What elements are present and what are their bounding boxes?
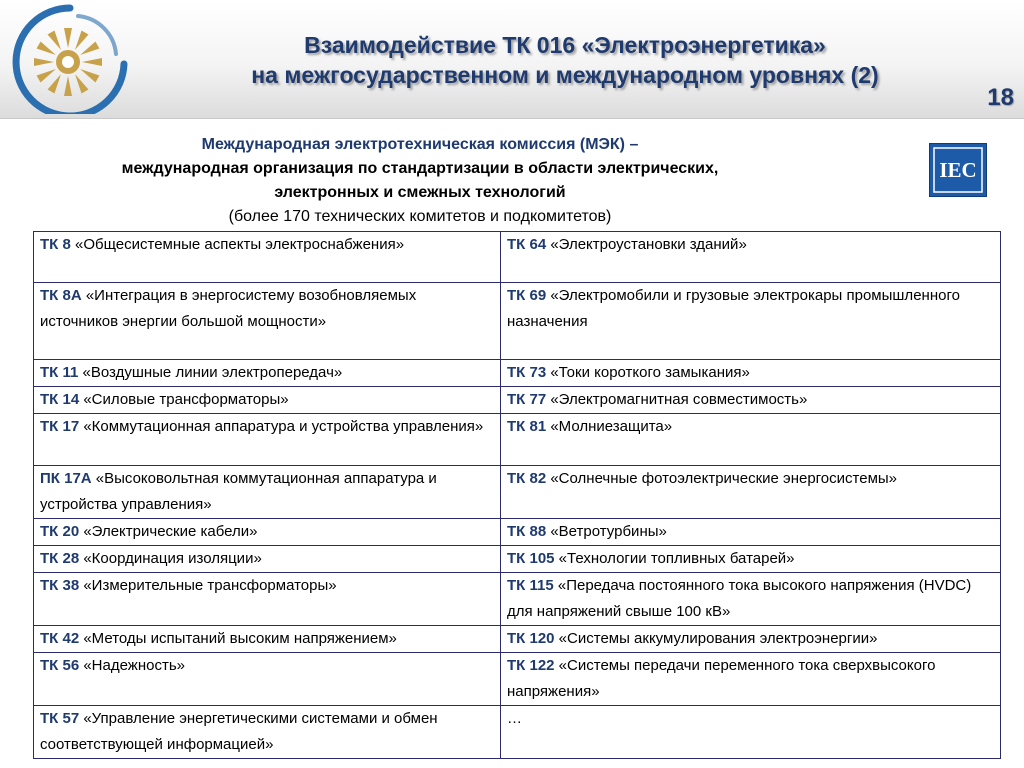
committee-name: «Управление энергетическими системами и обмен соответствующей информацией» <box>40 710 438 753</box>
committee-code: ТК 8А <box>40 287 82 304</box>
table-row <box>34 573 1001 626</box>
table-row <box>34 232 1001 283</box>
table-cell-right <box>501 387 1001 414</box>
table-cell-right <box>501 626 1001 653</box>
table-cell-right <box>501 546 1001 573</box>
table-cell-left <box>34 573 501 626</box>
table-row <box>34 466 1001 519</box>
committee-name: «Электромагнитная совместимость» <box>546 391 808 408</box>
committee-code: ТК 77 <box>507 391 547 408</box>
committee-name: «Надежность» <box>79 657 185 674</box>
committee-code: ТК 64 <box>507 236 547 253</box>
table-cell-left <box>34 360 501 387</box>
slide-title-line1: Взаимодействие ТК 016 «Электроэнергетика» <box>304 32 826 58</box>
table-cell-right <box>501 283 1001 360</box>
committee-name: «Системы аккумулирования электроэнергии» <box>554 630 878 647</box>
intro-line3: (более 170 технических комитетов и подкомитетов) <box>228 208 612 225</box>
table-cell-right <box>501 706 1001 759</box>
intro-text <box>100 133 740 229</box>
table-row <box>34 283 1001 360</box>
iec-logo <box>929 143 987 197</box>
table-cell-left <box>34 626 501 653</box>
committee-code: ТК 82 <box>507 470 547 487</box>
committee-name: «Воздушные линии электропередач» <box>78 364 343 381</box>
committee-name: … <box>507 710 522 727</box>
committee-code: ТК 81 <box>507 418 547 435</box>
committee-code: ТК 11 <box>40 364 79 381</box>
slide-title <box>150 30 980 90</box>
committee-code: ТК 42 <box>40 630 80 647</box>
table-cell-right <box>501 466 1001 519</box>
table-cell-left <box>34 519 501 546</box>
committee-name: «Высоковольтная коммутационная аппаратура и устройства управления» <box>40 470 437 513</box>
committee-code: ТК 57 <box>40 710 80 727</box>
committee-code: ТК 122 <box>507 657 555 674</box>
committee-name: «Интеграция в энергосистему возобновляемых источников энергии большой мощности» <box>40 287 417 330</box>
table-row <box>34 653 1001 706</box>
table-cell-left <box>34 232 501 283</box>
committee-name: «Методы испытаний высоким напряжением» <box>79 630 397 647</box>
committee-name: «Молниезащита» <box>546 418 673 435</box>
table-cell-left <box>34 387 501 414</box>
table-row <box>34 387 1001 414</box>
committee-name: «Электромобили и грузовые электрокары промышленного назначения <box>507 287 960 330</box>
committee-code: ТК 38 <box>40 577 80 594</box>
table-row <box>34 626 1001 653</box>
committee-name: «Токи короткого замыкания» <box>546 364 750 381</box>
iec-logo-text: IEC <box>939 158 977 182</box>
committees-table <box>33 231 1001 759</box>
table-cell-right <box>501 360 1001 387</box>
table-cell-left <box>34 414 501 466</box>
slide-header <box>0 0 1024 119</box>
table-cell-left <box>34 706 501 759</box>
committee-code: ТК 17 <box>40 418 80 435</box>
committee-name: «Электрические кабели» <box>79 523 258 540</box>
table-cell-right <box>501 232 1001 283</box>
table-cell-right <box>501 414 1001 466</box>
committee-code: ТК 20 <box>40 523 80 540</box>
table-row <box>34 519 1001 546</box>
committee-code: ТК 28 <box>40 550 80 567</box>
table-cell-left <box>34 466 501 519</box>
committee-code: ТК 14 <box>40 391 80 408</box>
slide-title-line2: на межгосударственном и международном уровнях (2) <box>251 62 879 88</box>
table-row <box>34 360 1001 387</box>
committee-code: ТК 105 <box>507 550 555 567</box>
committee-code: ТК 88 <box>507 523 547 540</box>
table-cell-right <box>501 519 1001 546</box>
committee-name: «Координация изоляции» <box>79 550 262 567</box>
committee-name: «Измерительные трансформаторы» <box>79 577 337 594</box>
committee-code: ТК 56 <box>40 657 80 674</box>
table-cell-left <box>34 546 501 573</box>
table-cell-left <box>34 653 501 706</box>
table-cell-right <box>501 653 1001 706</box>
table-row <box>34 414 1001 466</box>
page-number: 18 <box>987 84 1014 111</box>
table-cell-right <box>501 573 1001 626</box>
committee-code: ПК 17А <box>40 470 92 487</box>
committee-name: «Общесистемные аспекты электроснабжения» <box>70 236 405 253</box>
committee-name: «Передача постоянного тока высокого напряжения (HVDC) для напряжений свыше 100 кВ» <box>507 577 972 620</box>
committee-code: ТК 69 <box>507 287 547 304</box>
committee-name: «Коммутационная аппаратура и устройства управления» <box>79 418 484 435</box>
committee-code: ТК 73 <box>507 364 547 381</box>
table-row <box>34 706 1001 759</box>
table-cell-left <box>34 283 501 360</box>
table-row <box>34 546 1001 573</box>
committee-name: «Технологии топливных батарей» <box>554 550 795 567</box>
intro-line1: Международная электротехническая комиссия (МЭК) – <box>201 136 639 153</box>
committee-code: ТК 120 <box>507 630 555 647</box>
intro-line2: международная организация по стандартизации в области электрических, электронных и смежных технологий <box>121 160 719 201</box>
committee-code: ТК 115 <box>507 577 554 594</box>
committee-code: ТК 8 <box>40 236 71 253</box>
committee-name: «Солнечные фотоэлектрические энергосистемы» <box>546 470 898 487</box>
committee-name: «Электроустановки зданий» <box>546 236 747 253</box>
committee-name: «Системы передачи переменного тока сверхвысокого напряжения» <box>507 657 936 700</box>
committee-name: «Силовые трансформаторы» <box>79 391 289 408</box>
sun-emblem-logo <box>8 2 136 114</box>
committee-name: «Ветротурбины» <box>546 523 667 540</box>
